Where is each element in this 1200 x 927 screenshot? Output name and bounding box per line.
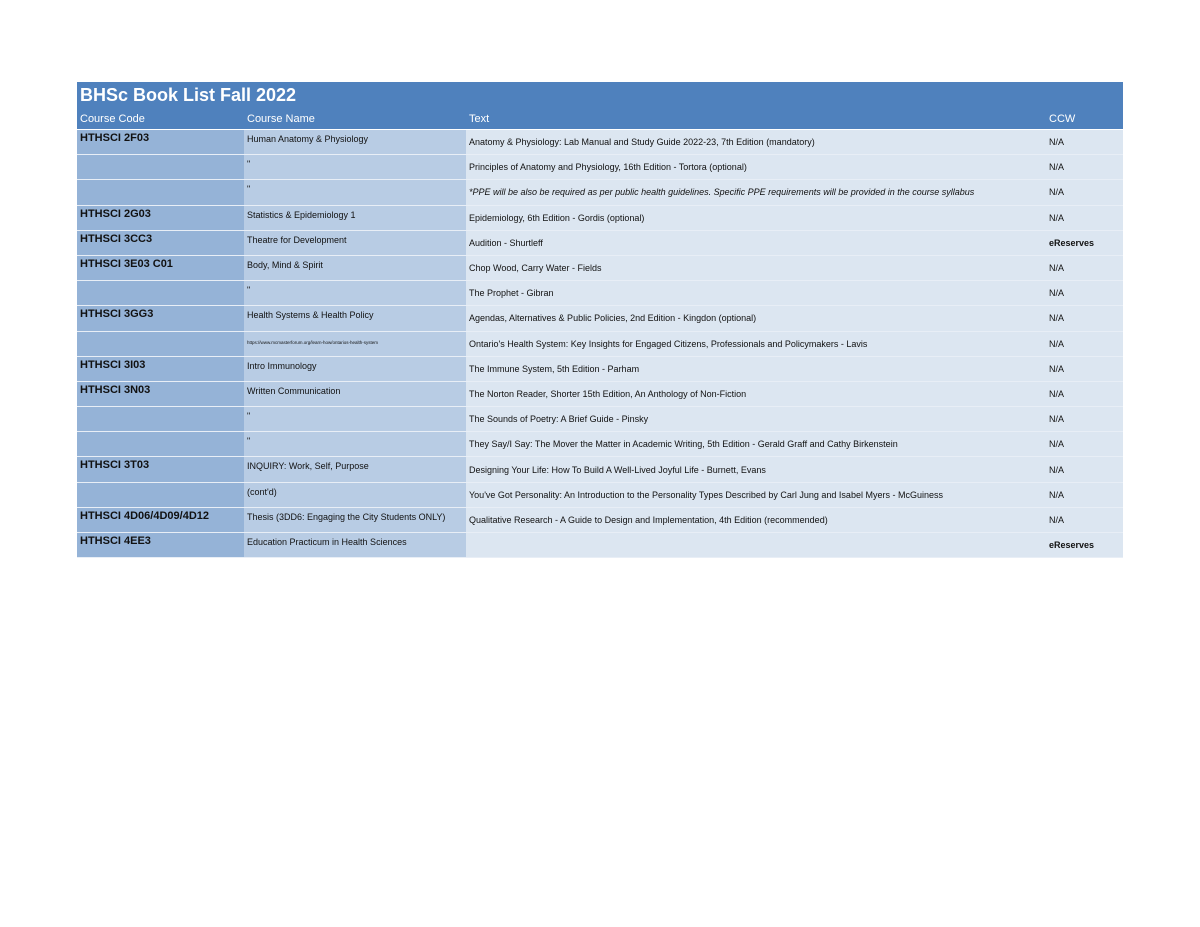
course-name: " <box>244 281 466 306</box>
ccw-value: N/A <box>1046 281 1123 306</box>
ccw-value: N/A <box>1046 457 1123 482</box>
course-name: Education Practicum in Health Sciences <box>244 533 466 558</box>
course-code <box>77 180 244 205</box>
table-row <box>77 381 1123 406</box>
table-row <box>77 507 1123 532</box>
ccw-value: N/A <box>1046 356 1123 381</box>
book-text: They Say/I Say: The Mover the Matter in Academic Writing, 5th Edition - Gerald Graff and Cathy Birkenstein <box>466 432 1046 457</box>
ccw-value: eReserves <box>1046 533 1123 558</box>
course-code: HTHSCI 3N03 <box>77 381 244 406</box>
table-row <box>77 155 1123 180</box>
table-row <box>77 482 1123 507</box>
table-row <box>77 230 1123 255</box>
course-link-url[interactable]: https://www.mcmasterforum.org/learn-how/ontarios-health-system <box>247 339 379 345</box>
course-code: HTHSCI 4D06/4D09/4D12 <box>77 507 244 532</box>
table-row <box>77 130 1123 155</box>
table-row <box>77 281 1123 306</box>
course-code: HTHSCI 2F03 <box>77 130 244 155</box>
course-name: Thesis (3DD6: Engaging the City Students ONLY) <box>244 507 466 532</box>
ccw-value: N/A <box>1046 331 1123 356</box>
course-code: HTHSCI 3I03 <box>77 356 244 381</box>
header-text: Text <box>466 109 1046 130</box>
course-code <box>77 407 244 432</box>
header-ccw: CCW <box>1046 109 1123 130</box>
course-name: Statistics & Epidemiology 1 <box>244 205 466 230</box>
course-name: (cont'd) <box>244 482 466 507</box>
table-row <box>77 255 1123 280</box>
ccw-value: N/A <box>1046 255 1123 280</box>
header-course-name: Course Name <box>244 109 466 130</box>
book-text: Epidemiology, 6th Edition - Gordis (optional) <box>466 205 1046 230</box>
table-row <box>77 432 1123 457</box>
ccw-value: N/A <box>1046 155 1123 180</box>
course-name: " <box>244 432 466 457</box>
course-name: Human Anatomy & Physiology <box>244 130 466 155</box>
course-name: " <box>244 407 466 432</box>
ccw-value: N/A <box>1046 180 1123 205</box>
header-course-code: Course Code <box>77 109 244 130</box>
book-text: You've Got Personality: An Introduction to the Personality Types Described by Carl Jung and Isabel Myers - McGuiness <box>466 482 1046 507</box>
table-row <box>77 331 1123 356</box>
course-code <box>77 331 244 356</box>
ccw-value: N/A <box>1046 407 1123 432</box>
ccw-value: N/A <box>1046 381 1123 406</box>
table-row <box>77 533 1123 558</box>
course-name: " <box>244 155 466 180</box>
book-text: Chop Wood, Carry Water - Fields <box>466 255 1046 280</box>
book-text: Agendas, Alternatives & Public Policies, 2nd Edition - Kingdon (optional) <box>466 306 1046 331</box>
ccw-value: N/A <box>1046 205 1123 230</box>
book-list-table <box>77 109 1123 558</box>
ccw-value: N/A <box>1046 507 1123 532</box>
book-text: The Prophet - Gibran <box>466 281 1046 306</box>
course-name: Intro Immunology <box>244 356 466 381</box>
sheet-title: BHSc Book List Fall 2022 <box>77 82 1123 109</box>
table-row <box>77 356 1123 381</box>
course-name: Theatre for Development <box>244 230 466 255</box>
course-code: HTHSCI 2G03 <box>77 205 244 230</box>
table-row <box>77 306 1123 331</box>
book-text: Principles of Anatomy and Physiology, 16th Edition - Tortora (optional) <box>466 155 1046 180</box>
course-code: HTHSCI 3GG3 <box>77 306 244 331</box>
course-code <box>77 281 244 306</box>
course-code: HTHSCI 3E03 C01 <box>77 255 244 280</box>
ccw-value: N/A <box>1046 432 1123 457</box>
book-text: Ontario's Health System: Key Insights for Engaged Citizens, Professionals and Policymakers - Lavis <box>466 331 1046 356</box>
book-text: Qualitative Research - A Guide to Design and Implementation, 4th Edition (recommended) <box>466 507 1046 532</box>
table-row <box>77 457 1123 482</box>
course-code: HTHSCI 4EE3 <box>77 533 244 558</box>
book-text: The Norton Reader, Shorter 15th Edition, An Anthology of Non-Fiction <box>466 381 1046 406</box>
book-list-sheet <box>77 82 1123 558</box>
book-text: The Sounds of Poetry: A Brief Guide - Pinsky <box>466 407 1046 432</box>
course-code <box>77 155 244 180</box>
book-text: Designing Your Life: How To Build A Well-Lived Joyful Life - Burnett, Evans <box>466 457 1046 482</box>
table-row <box>77 205 1123 230</box>
table-row <box>77 180 1123 205</box>
course-name: Body, Mind & Spirit <box>244 255 466 280</box>
table-row <box>77 407 1123 432</box>
course-code: HTHSCI 3CC3 <box>77 230 244 255</box>
book-text <box>466 533 1046 558</box>
course-name: INQUIRY: Work, Self, Purpose <box>244 457 466 482</box>
course-link[interactable] <box>244 331 466 356</box>
course-name: " <box>244 180 466 205</box>
book-text: Anatomy & Physiology: Lab Manual and Study Guide 2022-23, 7th Edition (mandatory) <box>466 130 1046 155</box>
course-code <box>77 482 244 507</box>
course-name: Written Communication <box>244 381 466 406</box>
book-text: Audition - Shurtleff <box>466 230 1046 255</box>
course-code <box>77 432 244 457</box>
ccw-value: N/A <box>1046 482 1123 507</box>
book-text: *PPE will be also be required as per public health guidelines. Specific PPE requirements will be provided in the course syllabus <box>466 180 1046 205</box>
ccw-value: N/A <box>1046 130 1123 155</box>
ccw-value: N/A <box>1046 306 1123 331</box>
ccw-value: eReserves <box>1046 230 1123 255</box>
header-row <box>77 109 1123 130</box>
course-name: Health Systems & Health Policy <box>244 306 466 331</box>
course-code: HTHSCI 3T03 <box>77 457 244 482</box>
book-text: The Immune System, 5th Edition - Parham <box>466 356 1046 381</box>
